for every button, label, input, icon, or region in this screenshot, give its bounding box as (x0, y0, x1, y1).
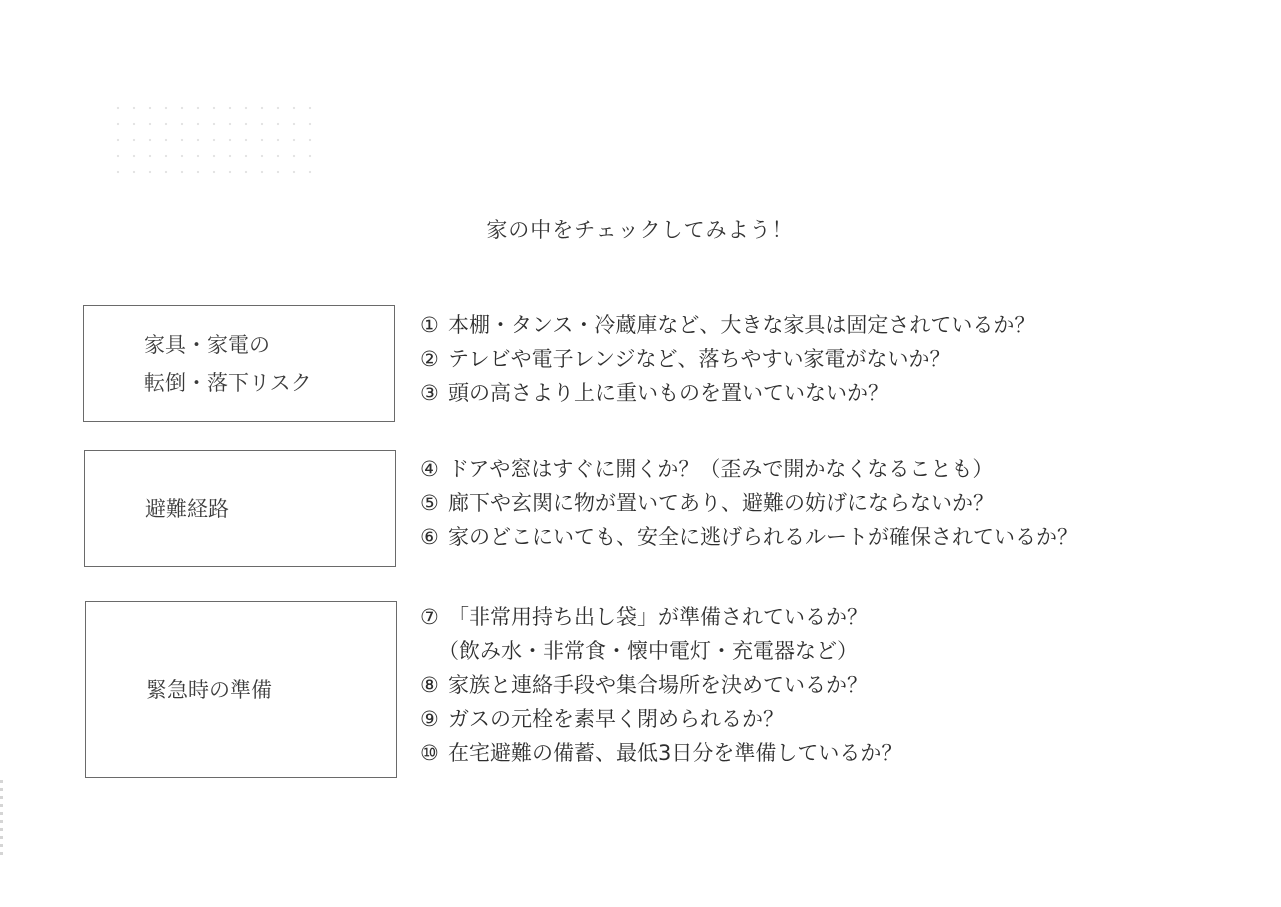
item-number: ⑨ (420, 707, 439, 731)
item-number: ③ (420, 381, 439, 405)
item-number: ⑦ (420, 605, 439, 629)
checklist-item (420, 736, 902, 770)
checklist-item (420, 520, 1078, 554)
item-text: 頭の高さより上に重いものを置いていないか？ (448, 381, 889, 405)
item-text: テレビや電子レンジなど、落ちやすい家電がないか？ (448, 347, 951, 371)
item-text: 廊下や玄関に物が置いてあり、避難の妨げにならないか？ (448, 491, 994, 515)
category-box-emergency-prep (85, 601, 397, 778)
checklist-item (420, 702, 902, 736)
checklist-item (420, 376, 1035, 410)
checklist-item (420, 486, 1078, 520)
item-text: 家のどこにいても、安全に逃げられるルートが確保されているか？ (448, 525, 1078, 549)
item-number: ① (420, 313, 439, 337)
faint-dot-pattern (110, 100, 320, 180)
item-text: 家族と連絡手段や集合場所を決めているか？ (448, 673, 868, 697)
scan-edge-mark (0, 780, 3, 860)
item-text: ガスの元栓を素早く閉められるか？ (448, 707, 784, 731)
category-box-furniture (83, 305, 395, 422)
item-text: （飲み水・非常食・懐中電灯・充電器など） (438, 639, 858, 663)
item-number: ⑤ (420, 491, 439, 515)
item-text: 在宅避難の備蓄、最低3日分を準備しているか？ (448, 741, 903, 765)
item-number: ② (420, 347, 439, 371)
category-label-line: 緊急時の準備 (146, 677, 272, 702)
page-title: 家の中をチェックしてみよう！ (486, 218, 794, 242)
checklist-emergency-prep (420, 600, 902, 770)
item-number: ⑩ (420, 741, 439, 765)
checklist-item (420, 600, 902, 634)
category-box-evacuation-route (84, 450, 396, 567)
item-number: ④ (420, 457, 439, 481)
item-number: ⑥ (420, 525, 439, 549)
checklist-item (420, 308, 1035, 342)
category-label-line: 家具・家電の (144, 332, 270, 357)
item-text: 本棚・タンス・冷蔵庫など、大きな家具は固定されているか？ (448, 313, 1036, 337)
item-number: ⑧ (420, 673, 439, 697)
checklist-furniture (420, 308, 1035, 410)
checklist-item (420, 342, 1035, 376)
category-label-line: 避難経路 (145, 496, 229, 521)
item-text: 「非常用持ち出し袋」が準備されているか？ (448, 605, 868, 629)
checklist-item (420, 452, 1078, 486)
item-text: ドアや窓はすぐに開くか？（歪みで開かなくなることも） (448, 457, 994, 481)
checklist-item (420, 668, 902, 702)
category-label-line: 転倒・落下リスク (144, 370, 312, 395)
checklist-item-note (420, 634, 902, 668)
checklist-evacuation-route (420, 452, 1078, 554)
